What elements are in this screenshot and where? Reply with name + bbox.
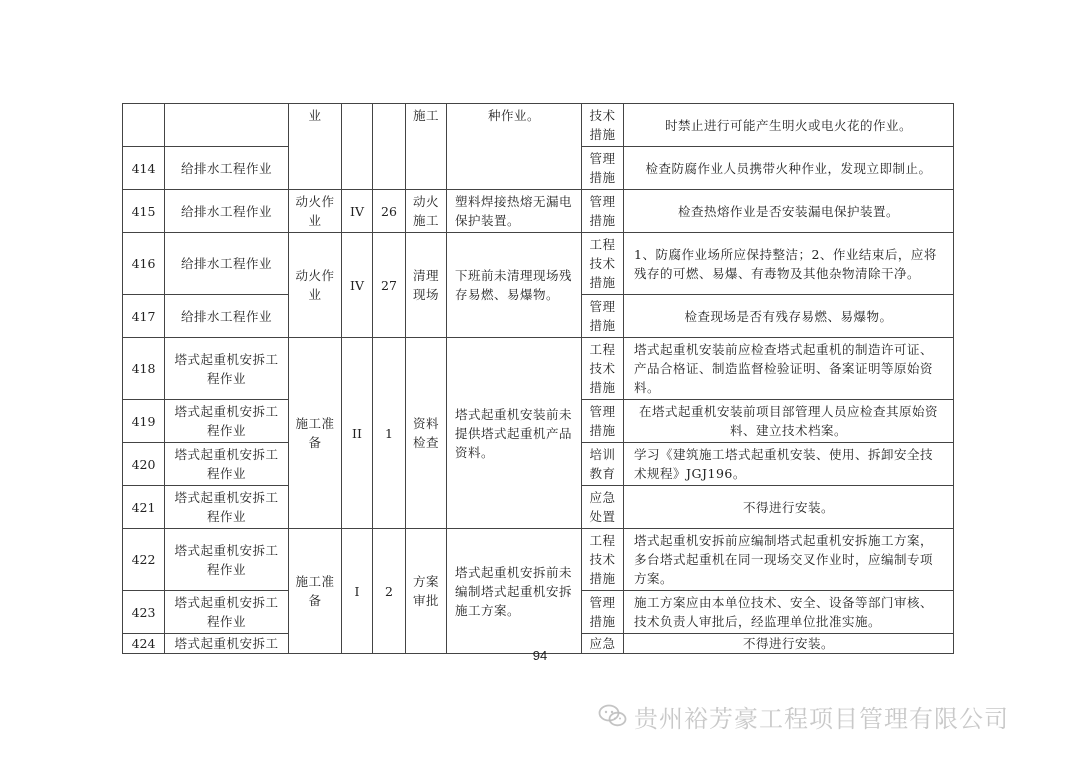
row-number: 422	[123, 529, 165, 591]
project-name: 给排水工程作业	[165, 233, 289, 295]
control-measure: 塔式起重机安装前应检查塔式起重机的制造许可证、产品合格证、制造监督检验证明、备案证明等原始资料。	[624, 338, 954, 400]
table-row	[123, 190, 954, 233]
project-name: 塔式起重机安拆工程作业	[165, 529, 289, 591]
measure-type: 应急处置	[582, 486, 624, 529]
work-item: 清理现场	[406, 233, 447, 338]
row-number: 418	[123, 338, 165, 400]
measure-type: 管理措施	[582, 190, 624, 233]
row-number: 416	[123, 233, 165, 295]
risk-description: 塔式起重机安装前未提供塔式起重机产品资料。	[447, 338, 582, 529]
sequence-number: 26	[373, 190, 406, 233]
risk-level: IV	[342, 233, 373, 338]
row-number: 419	[123, 400, 165, 443]
measure-type: 培训教育	[582, 443, 624, 486]
control-measure: 检查防腐作业人员携带火种作业，发现立即制止。	[624, 147, 954, 190]
row-number: 414	[123, 147, 165, 190]
control-measure: 塔式起重机安拆前应编制塔式起重机安拆施工方案，多台塔式起重机在同一现场交叉作业时，应编制专项方案。	[624, 529, 954, 591]
watermark	[598, 699, 1009, 733]
project-name: 塔式起重机安拆工程作业	[165, 338, 289, 400]
watermark-text: 贵州裕芳豪工程项目管理有限公司	[634, 704, 1009, 733]
page-number: 94	[532, 648, 548, 663]
risk-level: I	[342, 529, 373, 654]
control-measure: 在塔式起重机安装前项目部管理人员应检查其原始资料、建立技术档案。	[624, 400, 954, 443]
measure-type: 工程技术措施	[582, 233, 624, 295]
table-row	[123, 233, 954, 295]
project-name: 塔式起重机安拆工	[165, 634, 289, 654]
measure-type: 工程技术措施	[582, 338, 624, 400]
row-number: 423	[123, 591, 165, 634]
measure-type: 应急	[582, 634, 624, 654]
row-number: 420	[123, 443, 165, 486]
control-measure: 检查热熔作业是否安装漏电保护装置。	[624, 190, 954, 233]
wechat-icon	[598, 703, 628, 729]
work-item: 资料检查	[406, 338, 447, 529]
table-row	[123, 338, 954, 400]
safety-measures-table	[122, 103, 954, 654]
project-name	[165, 104, 289, 147]
project-name: 给排水工程作业	[165, 190, 289, 233]
risk-description: 种作业。	[447, 104, 582, 190]
control-measure: 1、防腐作业场所应保持整洁；2、作业结束后，应将残存的可燃、易爆、有毒物及其他杂物清除干净。	[624, 233, 954, 295]
work-category: 动火作业	[289, 233, 342, 338]
row-number	[123, 104, 165, 147]
project-name: 给排水工程作业	[165, 147, 289, 190]
control-measure: 时禁止进行可能产生明火或电火花的作业。	[624, 104, 954, 147]
control-measure: 不得进行安装。	[624, 486, 954, 529]
project-name: 塔式起重机安拆工程作业	[165, 400, 289, 443]
risk-level: II	[342, 338, 373, 529]
measure-type: 管理措施	[582, 400, 624, 443]
control-measure: 学习《建筑施工塔式起重机安装、使用、拆卸安全技术规程》JGJ196。	[624, 443, 954, 486]
control-measure: 施工方案应由本单位技术、安全、设备等部门审核、技术负责人审批后，经监理单位批准实施。	[624, 591, 954, 634]
work-category: 施工准备	[289, 338, 342, 529]
sequence-number: 2	[373, 529, 406, 654]
risk-level: IV	[342, 190, 373, 233]
measure-type: 管理措施	[582, 147, 624, 190]
measure-type: 技术措施	[582, 104, 624, 147]
work-category: 动火作业	[289, 190, 342, 233]
row-number: 417	[123, 295, 165, 338]
measure-type: 工程技术措施	[582, 529, 624, 591]
sequence-number: 1	[373, 338, 406, 529]
control-measure: 不得进行安装。	[624, 634, 954, 654]
measure-type: 管理措施	[582, 591, 624, 634]
risk-description: 下班前未清理现场残存易燃、易爆物。	[447, 233, 582, 338]
work-item: 动火施工	[406, 190, 447, 233]
row-number: 424	[123, 634, 165, 654]
table-row	[123, 529, 954, 591]
project-name: 塔式起重机安拆工程作业	[165, 591, 289, 634]
work-category: 施工准备	[289, 529, 342, 654]
project-name: 塔式起重机安拆工程作业	[165, 443, 289, 486]
table-row	[123, 104, 954, 147]
risk-description: 塑料焊接热熔无漏电保护装置。	[447, 190, 582, 233]
sequence-number: 27	[373, 233, 406, 338]
measure-type: 管理措施	[582, 295, 624, 338]
risk-level	[342, 104, 373, 190]
row-number: 415	[123, 190, 165, 233]
work-item: 方案审批	[406, 529, 447, 654]
project-name: 给排水工程作业	[165, 295, 289, 338]
sequence-number	[373, 104, 406, 190]
project-name: 塔式起重机安拆工程作业	[165, 486, 289, 529]
work-category: 业	[289, 104, 342, 190]
row-number: 421	[123, 486, 165, 529]
control-measure: 检查现场是否有残存易燃、易爆物。	[624, 295, 954, 338]
work-item: 施工	[406, 104, 447, 190]
risk-description: 塔式起重机安拆前未编制塔式起重机安拆施工方案。	[447, 529, 582, 654]
